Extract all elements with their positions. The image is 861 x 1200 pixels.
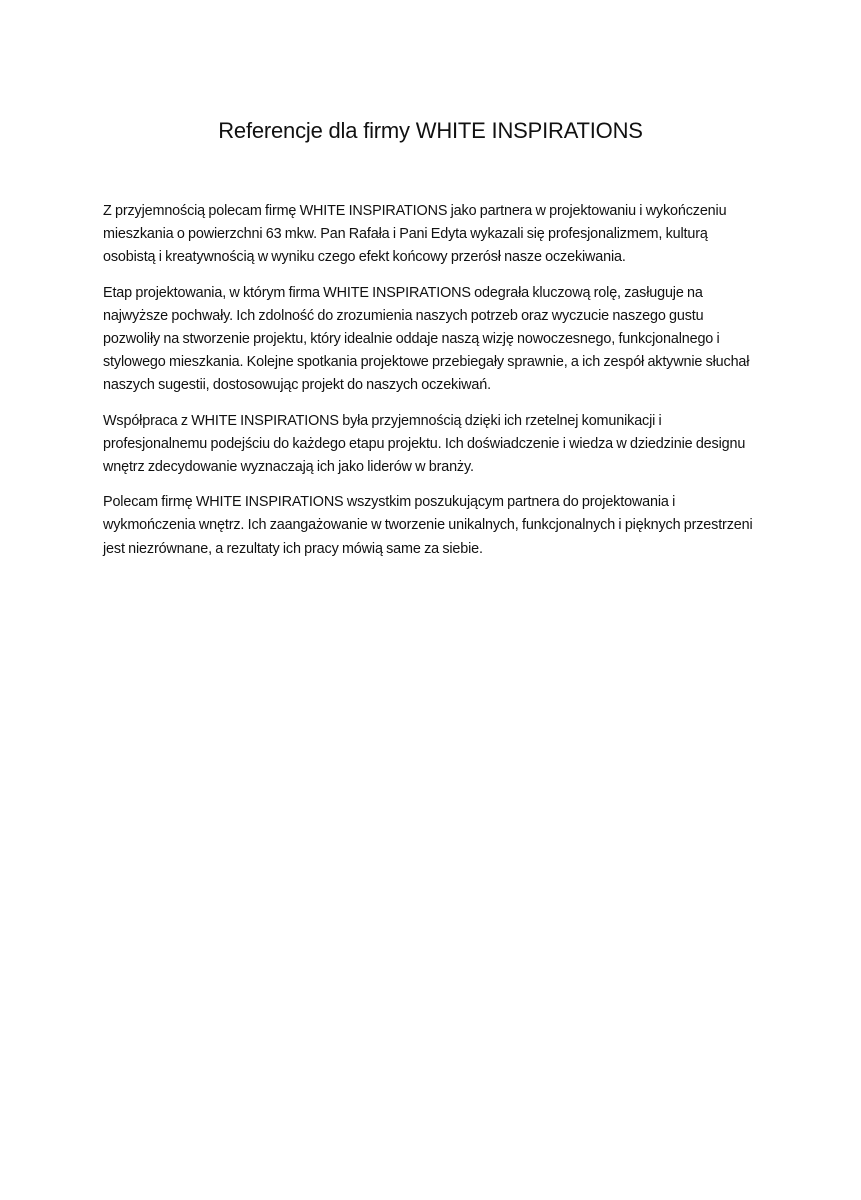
paragraph-4: Polecam firmę WHITE INSPIRATIONS wszystkim poszukującym partnera do projektowania i wykmończenia wnętrz. Ich zaangażowanie w tworzenie unikalnych, funkcjonalnych i pięknych przestrzeni jest niezrównane, a rezultaty ich pracy mówią same za siebie. bbox=[103, 494, 753, 557]
document-title: Referencje dla firmy WHITE INSPIRATIONS bbox=[218, 118, 643, 143]
document-body bbox=[103, 200, 763, 573]
paragraph-1: Z przyjemnością polecam firmę WHITE INSPIRATIONS jako partnera w projektowaniu i wykończeniu mieszkania o powierzchni 63 mkw. Pan Rafała i Pani Edyta wykazali się profesjonalizmem, kulturą osobistą i kreatywnością w wyniku czego efekt końcowy przerósł nasze oczekiwania. bbox=[103, 203, 727, 266]
paragraph-2: Etap projektowania, w którym firma WHITE INSPIRATIONS odegrała kluczową rolę, zasługuje na najwyższe pochwały. Ich zdolność do zrozumienia naszych potrzeb oraz wyczucie naszego gustu pozwoliły na stworzenie projektu, który idealnie oddaje naszą wizję nowoczesnego, funkcjonalnego i stylowego mieszkania. Kolejne spotkania projektowe przebiegały sprawnie, a ich zespół aktywnie słuchał naszych sugestii, dostosowując projekt do naszych oczekiwań. bbox=[103, 284, 750, 394]
paragraph-3: Współpraca z WHITE INSPIRATIONS była przyjemnością dzięki ich rzetelnej komunikacji i profesjonalnemu podejściu do każdego etapu projektu. Ich doświadczenie i wiedza w dziedzinie designu wnętrz zdecydowanie wyznaczają ich jako liderów w branży. bbox=[103, 412, 746, 476]
